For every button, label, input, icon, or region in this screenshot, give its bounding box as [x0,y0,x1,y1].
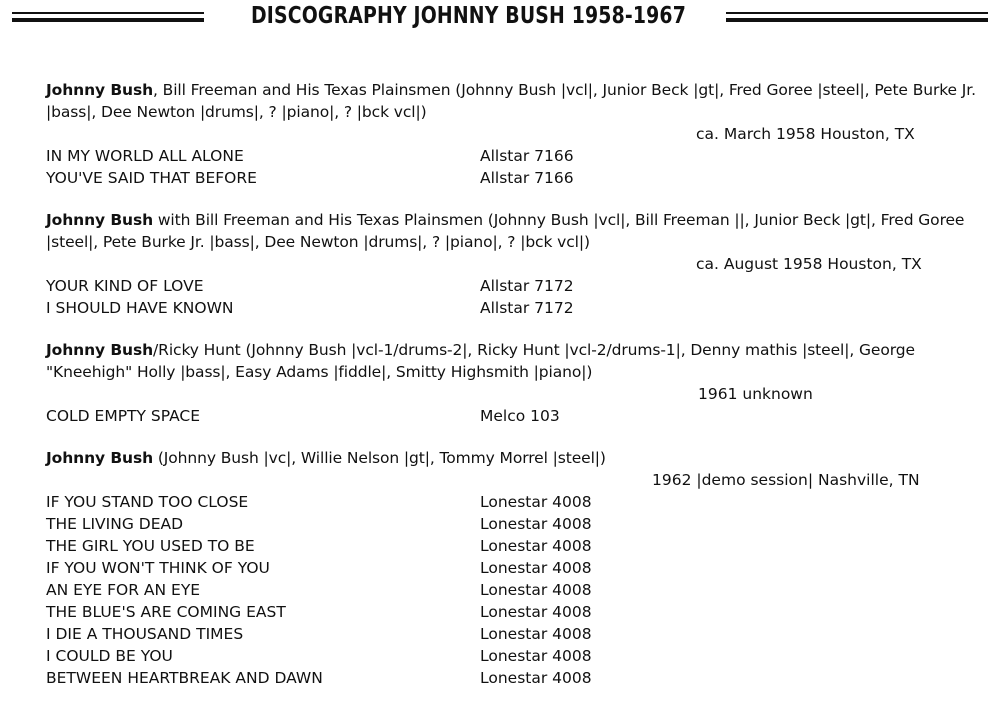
track-row [46,145,976,167]
discography-list [46,79,976,709]
session-lead-artist: Johnny Bush [46,81,154,99]
track-row [46,535,976,557]
track-catalog: Lonestar 4008 [480,669,592,687]
session-date-location: 1961 unknown [698,385,813,403]
session-lead-artist: Johnny Bush [46,341,154,359]
header-rule-left-thick [12,18,204,22]
track-catalog: Allstar 7166 [480,147,574,165]
track-title: BETWEEN HEARTBREAK AND DAWN [46,669,323,687]
track-title: YOUR KIND OF LOVE [46,277,204,295]
track-catalog: Allstar 7166 [480,169,574,187]
track-title: I SHOULD HAVE KNOWN [46,299,234,317]
track-catalog: Allstar 7172 [480,277,574,295]
track-catalog: Lonestar 4008 [480,647,592,665]
track-title: IF YOU STAND TOO CLOSE [46,493,249,511]
session [46,79,976,189]
track-row [46,645,976,667]
session-lineup: /Ricky Hunt (Johnny Bush |vcl-1/drums-2|, Ricky Hunt |vcl-2/drums-1|, Denny mathis |steel|, George "Kneehigh" Holly |bass|, Easy Adams |fiddle|, Smitty Highsmith |piano|) [46,341,915,381]
session-lineup: , Bill Freeman and His Texas Plainsmen (Johnny Bush |vcl|, Junior Beck |gt|, Fred Goree |steel|, Pete Burke Jr. |bass|, Dee Newton |drums|, ? |piano|, ? |bck vcl|) [46,81,976,121]
header-rule-right-thin [726,12,988,14]
session-lineup: (Johnny Bush |vc|, Willie Nelson |gt|, Tommy Morrel |steel|) [153,449,606,467]
track-row [46,297,976,319]
track-title: IN MY WORLD ALL ALONE [46,147,244,165]
session-personnel [46,339,976,383]
track-catalog: Lonestar 4008 [480,537,592,555]
header-rule-left-thin [12,12,204,14]
page-header [0,0,1000,40]
track-title: I DIE A THOUSAND TIMES [46,625,244,643]
session-date-location: 1962 |demo session| Nashville, TN [652,471,920,489]
track-row [46,275,976,297]
session-date-location: ca. March 1958 Houston, TX [696,125,915,143]
track-catalog: Lonestar 4008 [480,603,592,621]
session-personnel [46,79,976,123]
track-catalog: Lonestar 4008 [480,493,592,511]
session-lead-artist: Johnny Bush [46,211,154,229]
track-catalog: Lonestar 4008 [480,581,592,599]
session [46,339,976,427]
track-title: COLD EMPTY SPACE [46,407,201,425]
header-rule-right-thick [726,18,988,22]
track-row [46,491,976,513]
track-title: YOU'VE SAID THAT BEFORE [46,169,257,187]
track-row [46,579,976,601]
session-personnel [46,209,976,253]
track-title: THE BLUE'S ARE COMING EAST [46,603,286,621]
session-lead-artist: Johnny Bush [46,449,154,467]
track-title: THE GIRL YOU USED TO BE [46,537,255,555]
track-catalog: Lonestar 4008 [480,559,592,577]
track-catalog: Lonestar 4008 [480,515,592,533]
page-title: DISCOGRAPHY JOHNNY BUSH 1958-1967 [250,3,687,29]
track-title: AN EYE FOR AN EYE [46,581,201,599]
track-title: THE LIVING DEAD [46,515,184,533]
track-row [46,667,976,689]
session [46,447,976,689]
track-row [46,167,976,189]
track-title: IF YOU WON'T THINK OF YOU [46,559,270,577]
track-row [46,513,976,535]
session [46,209,976,319]
track-catalog: Lonestar 4008 [480,625,592,643]
track-catalog: Allstar 7172 [480,299,574,317]
track-row [46,601,976,623]
track-row [46,557,976,579]
track-title: I COULD BE YOU [46,647,173,665]
session-personnel [46,447,976,469]
track-catalog: Melco 103 [480,407,560,425]
session-date-location: ca. August 1958 Houston, TX [696,255,922,273]
track-row [46,405,976,427]
session-lineup: with Bill Freeman and His Texas Plainsmen (Johnny Bush |vcl|, Bill Freeman ||, Junior Beck |gt|, Fred Goree |steel|, Pete Burke Jr. |bass|, Dee Newton |drums|, ? |piano|, ? |bck vcl|) [46,211,965,251]
track-row [46,623,976,645]
